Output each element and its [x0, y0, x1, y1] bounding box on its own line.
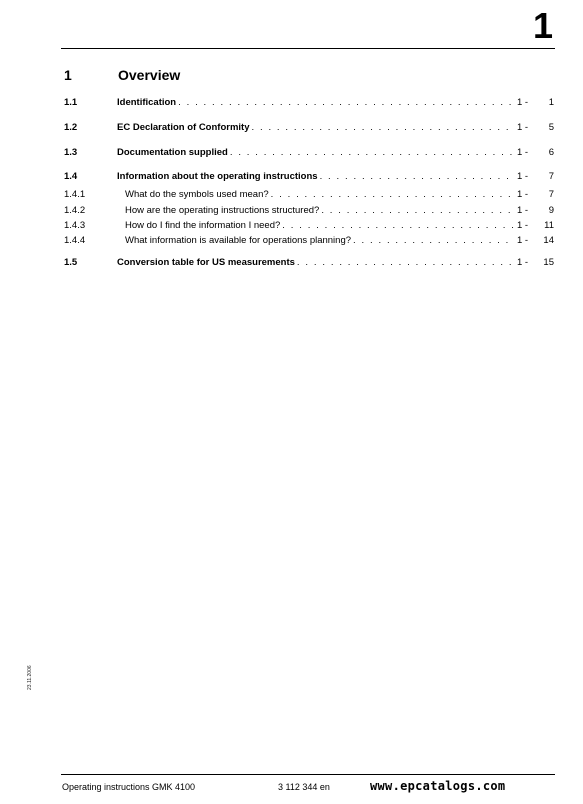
footer-document-title: Operating instructions GMK 4100 — [62, 782, 196, 792]
toc-entry-page: 1 - 9 — [517, 205, 554, 216]
toc-entry-page: 1 - 7 — [517, 171, 554, 182]
toc-entry-line — [125, 205, 554, 217]
footer-part-number: 3 112 344 en — [278, 782, 330, 792]
footer-watermark: www.epcatalogs.com — [370, 779, 506, 793]
toc-entry-page: 1 - 15 — [517, 257, 554, 268]
toc-entry[interactable] — [64, 257, 554, 269]
toc-entry-number: 1.4.2 — [64, 205, 86, 216]
leader-dots — [280, 220, 515, 232]
toc-subentry[interactable] — [64, 220, 554, 232]
leader-dots — [319, 205, 515, 217]
toc-entry-page: 1 - 6 — [517, 147, 554, 158]
section-heading-title: Overview — [118, 67, 181, 83]
leader-dots — [250, 122, 516, 134]
toc-entry-page: 1 - 7 — [517, 189, 554, 200]
toc-entry-page: 1 - 5 — [517, 122, 554, 133]
toc-entry-line — [117, 257, 554, 269]
toc-entry-page: 1 - 1 — [517, 97, 554, 108]
toc-entry-label: What do the symbols used mean? — [125, 189, 269, 200]
leader-dots — [269, 189, 515, 201]
leader-dots — [295, 257, 515, 269]
toc-entry[interactable] — [64, 97, 554, 109]
bottom-divider — [61, 774, 555, 775]
toc-entry-number: 1.4.4 — [64, 235, 86, 246]
chapter-number: 1 — [532, 5, 553, 46]
toc-entry-number: 1.1 — [64, 97, 78, 108]
toc-subentry[interactable] — [64, 189, 554, 201]
leader-dots — [351, 235, 515, 247]
toc-entry[interactable] — [64, 171, 554, 183]
leader-dots — [228, 147, 515, 159]
section-heading-number: 1 — [64, 67, 72, 83]
toc-entry-line — [117, 122, 554, 134]
toc-entry-number: 1.5 — [64, 257, 78, 268]
top-divider — [61, 48, 555, 49]
toc-entry-number: 1.4 — [64, 171, 78, 182]
toc-entry-label: EC Declaration of Conformity — [117, 122, 250, 133]
toc-entry-number: 1.4.1 — [64, 189, 86, 200]
toc-entry[interactable] — [64, 147, 554, 159]
toc-subentry[interactable] — [64, 235, 554, 247]
toc-entry-line — [125, 220, 554, 232]
side-date-stamp: 23.11.2006 — [27, 665, 33, 690]
toc-entry-number: 1.2 — [64, 122, 78, 133]
toc-entry-line — [117, 97, 554, 109]
toc-entry-label: How do I find the information I need? — [125, 220, 281, 231]
toc-entry-page: 1 - 11 — [517, 220, 554, 231]
toc-entry-label: Conversion table for US measurements — [117, 257, 295, 268]
toc-entry-number: 1.4.3 — [64, 220, 86, 231]
leader-dots — [318, 171, 515, 183]
toc-entry-number: 1.3 — [64, 147, 78, 158]
toc-entry-line — [125, 189, 554, 201]
toc-entry-line — [117, 171, 554, 183]
toc-entry-label: Information about the operating instructions — [117, 171, 318, 182]
leader-dots — [176, 97, 515, 109]
toc-entry[interactable] — [64, 122, 554, 134]
toc-entry-page: 1 - 14 — [517, 235, 554, 246]
toc-entry-label: How are the operating instructions structured? — [125, 205, 320, 216]
toc-entry-label: Identification — [117, 97, 177, 108]
toc-subentry[interactable] — [64, 205, 554, 217]
toc-entry-label: Documentation supplied — [117, 147, 228, 158]
toc-entry-label: What information is available for operations planning? — [125, 235, 352, 246]
toc-entry-line — [117, 147, 554, 159]
toc-entry-line — [125, 235, 554, 247]
